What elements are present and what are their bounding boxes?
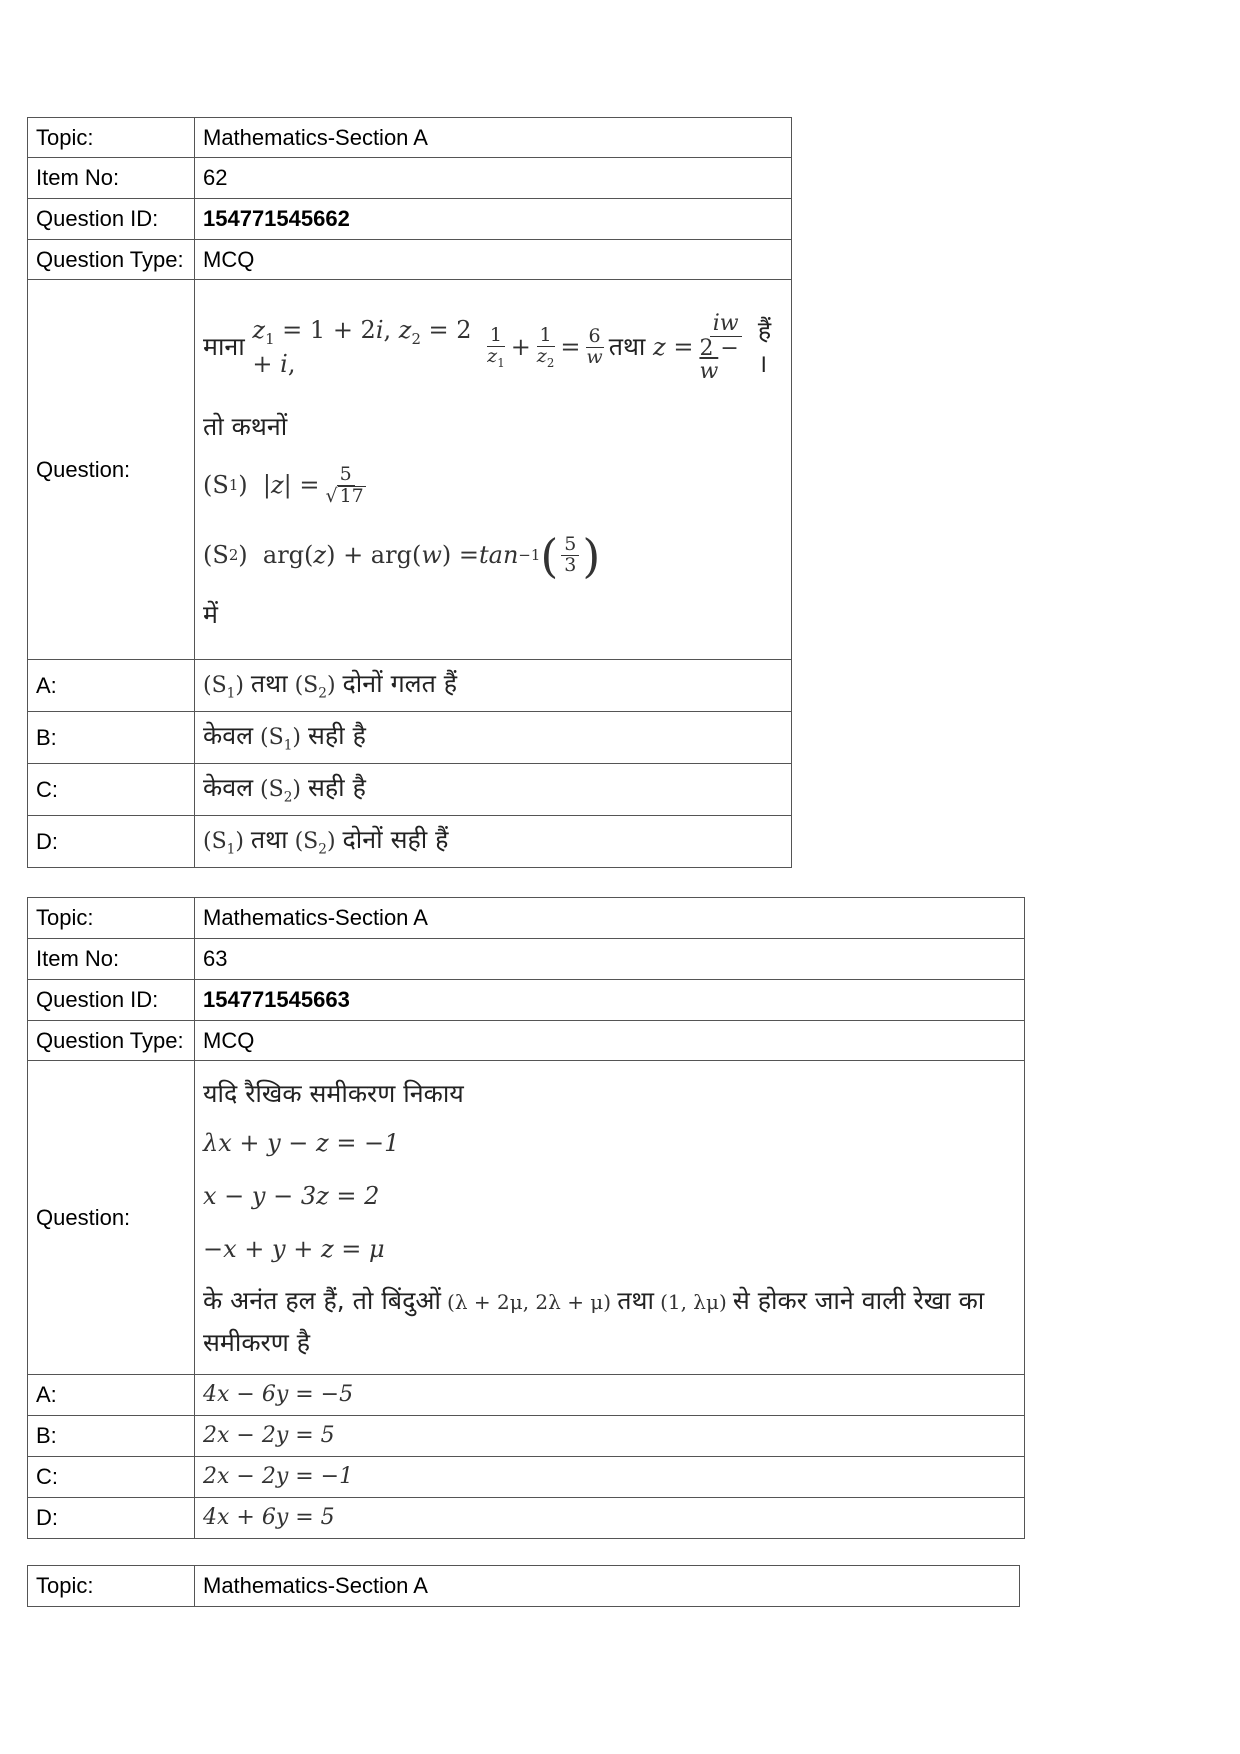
option-c-label: C: [28, 1457, 195, 1498]
hindi-text: माना [203, 332, 245, 362]
hindi-text: तथा [608, 332, 646, 362]
option-c: 2x − 2y = −1 [195, 1457, 1025, 1498]
hindi-text: सही है [307, 772, 366, 802]
question-id-label: Question ID: [28, 980, 195, 1021]
hindi-text: दोनों गलत हैं [342, 668, 458, 698]
option-b-label: B: [28, 712, 195, 764]
question-label: Question: [28, 1061, 195, 1375]
hindi-text: हैं । [757, 316, 772, 378]
item-no-value: 62 [195, 158, 792, 199]
topic-label: Topic: [28, 118, 195, 158]
question-type-label: Question Type: [28, 240, 195, 280]
option-c-label: C: [28, 764, 195, 816]
equation-3: −x + y + z = μ [203, 1235, 385, 1264]
hindi-text: के अनंत हल हैं, तो बिंदुओं [203, 1286, 441, 1316]
question-62-table [27, 117, 792, 868]
option-c: केवल $(S_2)$ सही है [195, 764, 792, 816]
option-a-label: A: [28, 1375, 195, 1416]
hindi-text: से होकर जाने वाली रेखा का [732, 1286, 985, 1316]
topic-label: Topic: [28, 1566, 195, 1607]
option-a: $(S_1)$ तथा $(S_2)$ दोनों गलत हैं [195, 660, 792, 712]
hindi-text: दोनों सही हैं [342, 824, 449, 854]
topic-value: Mathematics-Section A [195, 118, 792, 158]
option-b: 2x − 2y = 5 [195, 1416, 1025, 1457]
question-body [195, 1061, 1025, 1375]
statement-s1: (S 1 ) | z | = $\frac{5}{√ 17}$ [203, 462, 364, 507]
statements-outro: में [203, 599, 218, 629]
topic-value: Mathematics-Section A [195, 1566, 1020, 1607]
question-label: Question: [28, 280, 195, 660]
question-62-line-1: माना $z_1 = 1 + 2i$, $z_2 = 2 + i$, $\frac{1}{z_1}$ + $\frac{1}{z_2}$ = $\frac{6}{w}$ तथा z = $\frac{iw}{2 - \overline{w}}$ हैं । [203, 312, 783, 382]
question-body [195, 280, 792, 660]
question-63-intro: यदि रैखिक समीकरण निकाय [203, 1078, 464, 1108]
option-a: 4x − 6y = −5 [195, 1375, 1025, 1416]
hindi-text: केवल [203, 772, 254, 802]
option-d-label: D: [28, 816, 195, 868]
option-b: केवल $(S_1)$ सही है [195, 712, 792, 764]
point-1: (λ + 2μ, 2λ + μ) [447, 1290, 612, 1315]
point-2: (1, λμ) [660, 1290, 727, 1315]
hindi-text: तथा [250, 824, 288, 854]
hindi-text: केवल [203, 720, 254, 750]
statements-intro: तो कथनों [203, 411, 288, 441]
question-63-tail-2: समीकरण है [203, 1328, 311, 1358]
question-63-tail [203, 1283, 1016, 1317]
option-d: $(S_1)$ तथा $(S_2)$ दोनों सही हैं [195, 816, 792, 868]
question-id-value: 154771545662 [195, 199, 792, 240]
option-d-label: D: [28, 1498, 195, 1539]
item-no-value: 63 [195, 939, 1025, 980]
topic-value: Mathematics-Section A [195, 898, 1025, 939]
question-type-value: MCQ [195, 1021, 1025, 1061]
statement-s2: (S 2 ) arg( z ) + arg( w ) = tan −1 ( $\frac{5}{3}$ ) [203, 528, 601, 583]
hindi-text: तथा [617, 1286, 654, 1316]
question-63-table [27, 897, 1025, 1539]
option-a-label: A: [28, 660, 195, 712]
item-no-label: Item No: [28, 158, 195, 199]
question-id-value: 154771545663 [195, 980, 1025, 1021]
question-64-table [27, 1565, 1020, 1607]
equation-2: x − y − 3z = 2 [203, 1181, 380, 1210]
option-d: 4x + 6y = 5 [195, 1498, 1025, 1539]
question-id-label: Question ID: [28, 199, 195, 240]
option-b-label: B: [28, 1416, 195, 1457]
question-type-label: Question Type: [28, 1021, 195, 1061]
item-no-label: Item No: [28, 939, 195, 980]
hindi-text: तथा [250, 668, 288, 698]
question-type-value: MCQ [195, 240, 792, 280]
hindi-text: सही है [307, 720, 366, 750]
equation-1: λx + y − z = −1 [203, 1128, 400, 1157]
topic-label: Topic: [28, 898, 195, 939]
